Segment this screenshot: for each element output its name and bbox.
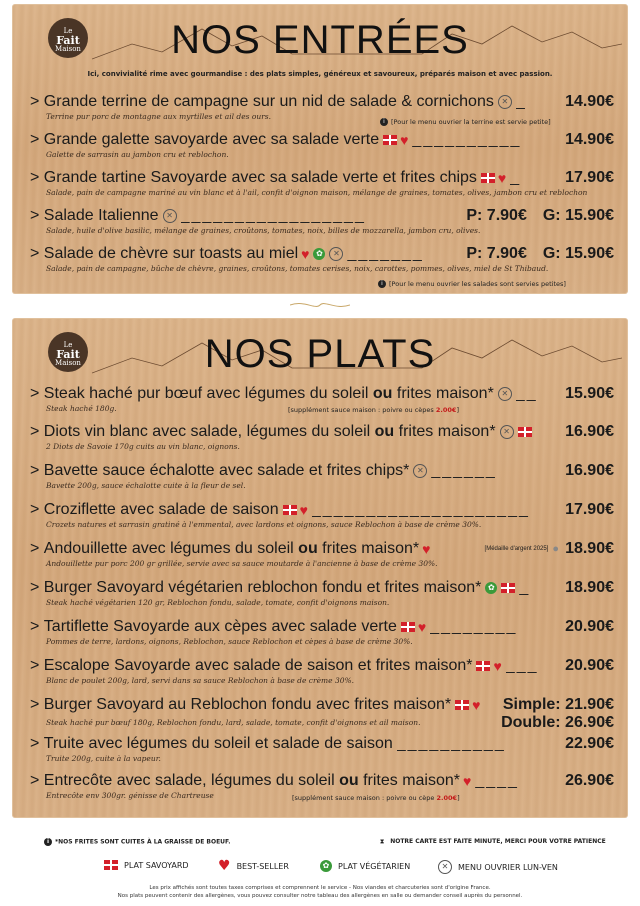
item-name: Entrecôte avec salade, légumes du soleil ou frites maison* (43, 772, 460, 789)
item-description: Crozets natures et sarrasin gratiné à l'emmental, avec lardons et oignons, sauce Reblochon à base de crème 30%. (46, 520, 482, 529)
leader-line: ___ (505, 657, 539, 674)
item-description: Salade, pain de campagne, bûche de chèvre, graines, croûtons, tomates cerises, noix, carottes, pommes, olives, miel de St Thibaud. (46, 264, 549, 273)
item-price-simple: Simple: 21.90€ (502, 696, 614, 713)
plat-item: > Andouillette avec légumes du soleil ou frites maison* ♥ [Médaille d'argent 2025] ● 18.90€ Andouillette pur porc 200 gr grillée, servie avec sa sauce moutarde à l'ancienne à base de crème 30%. (30, 540, 614, 568)
leader-line: __________ (412, 131, 522, 148)
savoyard-flag-icon (455, 700, 469, 710)
savoyard-flag-icon (518, 427, 532, 437)
item-description: Steak haché végétarien 120 gr, Reblochon fondu, salade, tomate, confit d'oignons maison. (46, 598, 390, 607)
entrees-title: NOS ENTRÉES (171, 18, 469, 62)
item-name: Salade Italienne (43, 207, 159, 224)
item-description: Terrine pur porc de montagne aux myrtilles et ail des ours. (46, 112, 272, 121)
item-price: 18.90€ (565, 579, 614, 596)
item-name: Bavette sauce échalotte avec salade et frites chips* (43, 462, 410, 479)
savoyard-flag-icon (104, 860, 118, 870)
leader-line: __ (515, 385, 538, 402)
plat-item: > Entrecôte avec salade, légumes du soleil ou frites maison* ♥ ____ 26.90€ Entrecôte env 300gr. génisse de Chartreuse (30, 772, 614, 800)
plat-item: > Tartiflette Savoyarde aux cèpes avec salade verte ♥ ________ 20.90€ Pommes de terre, lardons, oignons, Reblochon, sauce Reblochon et cèpes à base de crème 30%. (30, 618, 614, 646)
item-price: 20.90€ (565, 618, 614, 635)
restaurant-logo: Le Fait Maison (48, 18, 88, 58)
savoyard-flag-icon (481, 173, 495, 183)
savoyard-flag-icon (476, 661, 490, 671)
leader-line: _ (519, 579, 531, 596)
entrees-panel (12, 4, 628, 294)
item-name: Grande galette savoyarde avec sa salade verte (43, 131, 380, 148)
item-description: Salade, huile d'olive basilic, mélange de graines, croûtons, tomates, noix, billes de mozzarella, jambon cru, olives. (46, 226, 481, 235)
vegetarian-icon: ✿ (313, 248, 325, 260)
entree-item: > Salade de chèvre sur toasts au miel ♥ ✿ ✕ _______ P: 7.90€ G: 15.90€ Salade, pain de campagne, bûche de chèvre, graines, croûtons, tomates cerises, noix, carottes, pommes, olives, miel de St Thibaud. (30, 245, 614, 273)
best-seller-heart-icon: ♥ (422, 541, 431, 557)
item-name: Salade de chèvre sur toasts au miel (43, 245, 299, 262)
hourglass-icon: ⧗ (380, 838, 385, 845)
entree-item: > Grande tartine Savoyarde avec sa salade verte et frites chips ♥ _ 17.90€ Salade, pain de campagne mariné au vin blanc et à l'ail, confit d'oignon maison, mélange de graines, tomates, olives, jambon cru et reblochon (30, 169, 614, 197)
menu-ouvrier-icon: ✕ (163, 209, 177, 223)
best-seller-heart-icon: ♥ (299, 502, 308, 518)
item-name: Escalope Savoyarde avec salade de saison et frites maison* (43, 657, 473, 674)
savoyard-flag-icon (501, 583, 515, 593)
legend-vegetarien: ✿ PLAT VÉGÉTARIEN (320, 860, 410, 872)
entree-item: > Grande terrine de campagne sur un nid de salade & cornichons ✕ _ 14.90€ Terrine pur porc de montagne aux myrtilles et ail des ours. (30, 93, 614, 121)
vegetarian-icon: ✿ (320, 860, 332, 872)
item-description: Blanc de poulet 200g, lard, servi dans sa sauce Reblochon à base de crème 30%. (46, 676, 355, 685)
best-seller-heart-icon: ♥ (463, 773, 472, 789)
ornament-divider (290, 300, 350, 310)
entree-item: > Grande galette savoyarde avec sa salade verte ♥ __________ 14.90€ Galette de sarrasin au jambon cru et reblochon. (30, 131, 614, 159)
plat-item: > Croziflette avec salade de saison ♥ ____________________ 17.90€ Crozets natures et sarrasin gratiné à l'emmental, avec lardons et oignons, sauce Reblochon à base de crème 30%. (30, 501, 614, 529)
item-description: Entrecôte env 300gr. génisse de Chartreuse (46, 791, 214, 800)
plats-panel (12, 318, 628, 818)
item-name: Grande terrine de campagne sur un nid de salade & cornichons (43, 93, 494, 110)
item-name: Grande tartine Savoyarde avec sa salade verte et frites chips (43, 169, 477, 186)
menu-ouvrier-icon: ✕ (413, 464, 427, 478)
item-price: 17.90€ (565, 169, 614, 186)
item-price: 18.90€ (565, 540, 614, 557)
menu-ouvrier-icon: ✕ (498, 95, 512, 109)
item-description: Bavette 200g, sauce échalotte cuite à la fleur de sel. (46, 481, 246, 490)
info-icon: i (44, 838, 52, 846)
leader-line: ____ (475, 772, 519, 789)
legal-notice: Les prix affichés sont toutes taxes comprises et comprennent le service - Nos viandes et charcuteries sont d'origine France. Nos plats peuvent contenir des allergènes, vous pouvez consulter notre tableau des allergènes en salle ou demander conseil auprès du personnel. (117, 885, 523, 899)
menu-ouvrier-icon: ✕ (498, 387, 512, 401)
terrine-note: i [Pour le menu ouvrier la terrine est servie petite] (380, 118, 551, 126)
item-description: Truite 200g, cuite à la vapeur. (46, 754, 161, 763)
item-name: Andouillette avec légumes du soleil ou frites maison* (43, 540, 420, 557)
item-price-large: G: 15.90€ (542, 245, 614, 262)
item-description: Salade, pain de campagne mariné au vin blanc et à l'ail, confit d'oignon maison, mélange de graines, tomates, olives, jambon cru et reblochon (46, 188, 588, 197)
item-description: Galette de sarrasin au jambon cru et reblochon. (46, 150, 229, 159)
menu-ouvrier-icon: ✕ (500, 425, 514, 439)
leader-line: ______ (431, 462, 497, 479)
sauce-supplement-note: [supplément sauce maison : poivre ou cèpe 2.00€] (292, 794, 460, 802)
item-name: Burger Savoyard végétarien reblochon fondu et frites maison* (43, 579, 482, 596)
entrees-intro: Ici, convivialité rime avec gourmandise : des plats simples, généreux et savoureux, préparés maison et avec passion. (87, 70, 553, 78)
item-price: 14.90€ (565, 131, 614, 148)
best-seller-heart-icon: ♥ (493, 658, 502, 674)
item-name: Steak haché pur bœuf avec légumes du soleil ou frites maison* (43, 385, 494, 402)
plat-item: > Burger Savoyard végétarien reblochon fondu et frites maison* ✿ _ 18.90€ Steak haché végétarien 120 gr, Reblochon fondu, salade, tomate, confit d'oignons maison. (30, 579, 614, 607)
item-description: Pommes de terre, lardons, oignons, Reblochon, sauce Reblochon et cèpes à base de crème 30%. (46, 637, 413, 646)
leader-line: _ (510, 169, 522, 186)
item-price: 15.90€ (565, 385, 614, 402)
medal-label: [Médaille d'argent 2025] (484, 546, 549, 552)
item-price: 16.90€ (565, 462, 614, 479)
plat-item: > Steak haché pur bœuf avec légumes du soleil ou frites maison* ✕ __ 15.90€ Steak haché 180g. (30, 385, 614, 413)
item-name: Truite avec légumes du soleil et salade de saison (43, 735, 393, 752)
item-price-small: P: 7.90€ (466, 245, 527, 262)
leader-line: __________ (396, 735, 506, 752)
plat-item: > Diots vin blanc avec salade, légumes du soleil ou frites maison* ✕ 16.90€ 2 Diots de Savoie 170g cuits au vin blanc, oignons. (30, 423, 614, 451)
leader-line: _______ (347, 245, 424, 262)
savoyard-flag-icon (401, 622, 415, 632)
menu-ouvrier-icon: ✕ (438, 860, 452, 874)
item-price-large: G: 15.90€ (542, 207, 614, 224)
carte-note: ⧗ NOTRE CARTE EST FAITE MINUTE, MERCI POUR VOTRE PATIENCE (380, 838, 606, 845)
best-seller-heart-icon: ♥ (218, 858, 231, 874)
item-description: Steak haché pur bœuf 180g, Reblochon fondu, lard, salade, tomate, confit d'oignons et ail maison. (46, 718, 421, 727)
plat-item: > Escalope Savoyarde avec salade de saison et frites maison* ♥ ___ 20.90€ Blanc de poulet 200g, lard, servi dans sa sauce Reblochon à base de crème 30%. (30, 657, 614, 685)
best-seller-heart-icon: ♥ (417, 619, 427, 635)
leader-line: _ (515, 93, 527, 110)
item-name: Tartiflette Savoyarde aux cèpes avec salade verte (43, 618, 397, 635)
salades-note: i [Pour le menu ouvrier les salades sont servies petites] (378, 280, 566, 288)
leader-line: _________________ (180, 207, 366, 224)
item-price-small: P: 7.90€ (466, 207, 527, 224)
item-price: 16.90€ (565, 423, 614, 440)
savoyard-flag-icon (383, 135, 397, 145)
item-name: Burger Savoyard au Reblochon fondu avec frites maison* (43, 696, 452, 713)
best-seller-heart-icon: ♥ (497, 170, 507, 186)
legend-ouvrier: ✕ MENU OUVRIER LUN-VEN (438, 860, 558, 874)
plat-item: > Bavette sauce échalotte avec salade et frites chips* ✕ ______ 16.90€ Bavette 200g, sauce échalotte cuite à la fleur de sel. (30, 462, 614, 490)
legend-bestseller: ♥ BEST-SELLER (218, 858, 289, 874)
item-price: 26.90€ (565, 772, 614, 789)
best-seller-heart-icon: ♥ (301, 246, 310, 262)
menu-ouvrier-icon: ✕ (329, 247, 343, 261)
item-name: Diots vin blanc avec salade, légumes du soleil ou frites maison* (43, 423, 496, 440)
best-seller-heart-icon: ♥ (472, 697, 481, 713)
info-icon: i (378, 280, 386, 288)
item-name: Croziflette avec salade de saison (43, 501, 279, 518)
item-price: 20.90€ (565, 657, 614, 674)
leader-line: ________ (430, 618, 518, 635)
frites-note: i *NOS FRITES SONT CUITES À LA GRAISSE DE BOEUF. (44, 838, 231, 846)
item-price: 14.90€ (565, 93, 614, 110)
medal-icon: ● (552, 543, 560, 555)
restaurant-logo: Le Fait Maison (48, 332, 88, 372)
savoyard-flag-icon (283, 505, 297, 515)
item-description: Andouillette pur porc 200 gr grillée, servie avec sa sauce moutarde à l'ancienne à base de crème 30%. (46, 559, 438, 568)
info-icon: i (380, 118, 388, 126)
item-description: 2 Diots de Savoie 170g cuits au vin blanc, oignons. (46, 442, 240, 451)
vegetarian-icon: ✿ (485, 582, 497, 594)
legend-savoyard: PLAT SAVOYARD (104, 860, 189, 870)
entree-item: > Salade Italienne ✕ _________________ P: 7.90€ G: 15.90€ Salade, huile d'olive basilic, mélange de graines, croûtons, tomates, noix, billes de mozzarella, jambon cru, olives. (30, 207, 614, 235)
plats-title: NOS PLATS (204, 332, 436, 376)
item-price: 17.90€ (565, 501, 614, 518)
item-price: 22.90€ (565, 735, 614, 752)
best-seller-heart-icon: ♥ (400, 132, 409, 148)
plat-item: > Truite avec légumes du soleil et salade de saison __________ 22.90€ Truite 200g, cuite à la vapeur. (30, 735, 614, 763)
item-description: Steak haché 180g. (46, 404, 117, 413)
sauce-supplement-note: [supplément sauce maison : poivre ou cèpes 2.00€] (288, 406, 459, 414)
item-price-double: Double: 26.90€ (501, 714, 614, 731)
plat-item: > Burger Savoyard au Reblochon fondu avec frites maison* ♥ Simple: 21.90€ Steak haché pur bœuf 180g, Reblochon fondu, lard, salade, tomate, confit d'oignons et ail maison. Double: 26.90€ (30, 696, 614, 731)
leader-line: ____________________ (311, 501, 530, 518)
